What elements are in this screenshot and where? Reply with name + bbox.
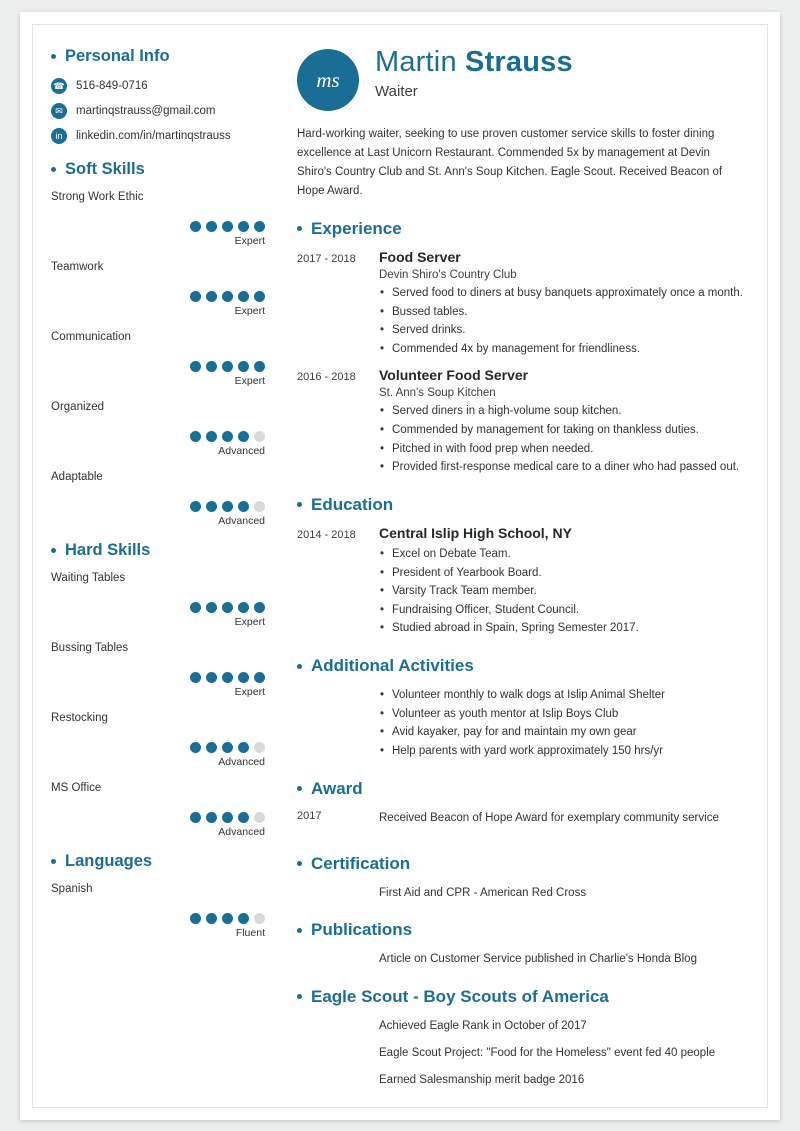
rating-dots xyxy=(190,221,265,232)
section-heading-hard-skills xyxy=(51,541,267,560)
contact-item-linkedin xyxy=(51,128,267,144)
email-icon: ✉ xyxy=(51,103,67,119)
entry-title: Volunteer Food Server xyxy=(379,367,529,384)
skill-item xyxy=(51,712,267,768)
rating-level-label: Expert xyxy=(234,235,265,247)
rating-dots xyxy=(190,501,265,512)
skill-label: Restocking xyxy=(51,712,108,724)
entry-subtitle: Devin Shiro's Country Club xyxy=(379,268,517,281)
language-item xyxy=(51,883,267,939)
main-content xyxy=(281,25,767,1107)
certification-heading-label: Certification xyxy=(311,853,411,873)
section-heading-eagle-scout xyxy=(297,987,743,1007)
skill-item xyxy=(51,471,267,527)
soft-skills-heading-label: Soft Skills xyxy=(65,160,145,178)
skill-label: Organized xyxy=(51,401,105,413)
entry-subtitle: St. Ann's Soup Kitchen xyxy=(379,387,496,400)
list-item: • Volunteer monthly to walk dogs at Islip Animal Shelter xyxy=(379,686,743,705)
languages-list xyxy=(51,883,267,939)
sidebar xyxy=(33,25,281,1107)
skill-rating xyxy=(51,431,267,457)
list-item: • Excel on Debate Team. xyxy=(379,545,743,564)
rating-level-label: Advanced xyxy=(218,515,265,527)
bullet-icon xyxy=(297,786,302,791)
skill-rating xyxy=(51,221,267,247)
skill-item xyxy=(51,401,267,457)
skill-label: MS Office xyxy=(51,782,102,794)
award-text: Received Beacon of Hope Award for exemplary community service xyxy=(379,811,719,824)
bullet-icon xyxy=(297,226,302,231)
additional-activities-heading-label: Additional Activities xyxy=(311,656,474,675)
skill-label: Bussing Tables xyxy=(51,642,129,654)
eagle-scout-line: Achieved Eagle Rank in October of 2017 xyxy=(379,1019,587,1032)
rating-level-label: Expert xyxy=(234,616,265,628)
page-title xyxy=(375,47,573,77)
entry-title: Central Islip High School, NY xyxy=(379,524,572,541)
section-heading-education xyxy=(297,495,743,515)
bullet-icon xyxy=(297,994,302,999)
contact-item-phone xyxy=(51,78,267,94)
list-item: • Pitched in with food prep when needed. xyxy=(379,440,743,459)
entry-bullet-list xyxy=(379,284,743,359)
list-item: • Served drinks. xyxy=(379,321,743,340)
bullet-icon xyxy=(51,54,56,59)
award-entry xyxy=(297,809,743,836)
list-item: • Volunteer as youth mentor at Islip Boys Club xyxy=(379,705,743,724)
skill-item xyxy=(51,261,267,317)
skill-rating xyxy=(51,361,267,387)
award-date: 2017 xyxy=(297,809,322,822)
entry-date: 2017 - 2018 xyxy=(297,252,356,265)
section-heading-personal-info xyxy=(51,47,267,66)
skill-item xyxy=(51,782,267,838)
skill-rating xyxy=(51,501,267,527)
contact-phone-text: 516-849-0716 xyxy=(76,80,148,92)
publications-text: Article on Customer Service published in Charlie's Honda Blog xyxy=(379,953,697,966)
skill-rating xyxy=(51,812,267,838)
education-entry xyxy=(297,525,743,638)
hard-skills-heading-label: Hard Skills xyxy=(65,541,151,559)
section-heading-award xyxy=(297,779,743,799)
education-heading-label: Education xyxy=(311,494,394,514)
first-name: Martin xyxy=(375,46,466,78)
rating-level-label: Fluent xyxy=(235,927,265,939)
section-heading-soft-skills xyxy=(51,160,267,179)
skill-label: Waiting Tables xyxy=(51,572,126,584)
rating-level-label: Expert xyxy=(234,375,265,387)
rating-dots xyxy=(190,291,265,302)
header-block xyxy=(297,47,743,111)
list-item: • President of Yearbook Board. xyxy=(379,564,743,583)
skill-rating xyxy=(51,602,267,628)
soft-skills-list xyxy=(51,191,267,527)
bullet-icon xyxy=(297,861,302,866)
rating-dots xyxy=(190,913,265,924)
experience-heading-label: Experience xyxy=(311,218,402,238)
last-name: Strauss xyxy=(465,46,573,78)
summary-text: Hard-working waiter, seeking to use proven customer service skills to foster dining excellence at Last Unicorn Restaurant. Commended 5x by management at Devin Shiro's Country Club and St. Ann's Soup Kitchen. Eagle Scout. Received Beacon of Hope Award. xyxy=(297,128,723,197)
eagle-scout-heading-label: Eagle Scout - Boy Scouts of America xyxy=(311,986,609,1006)
job-title: Waiter xyxy=(375,83,418,101)
entry-title: Food Server xyxy=(379,248,461,265)
list-item: • Varsity Track Team member. xyxy=(379,582,743,601)
list-item: • Served diners in a high-volume soup kitchen. xyxy=(379,402,743,421)
section-heading-certification xyxy=(297,854,743,874)
skill-item xyxy=(51,642,267,698)
entry-bullet-list xyxy=(379,545,743,638)
rating-dots xyxy=(190,431,265,442)
bullet-icon xyxy=(51,548,56,553)
resume-sheet xyxy=(32,24,768,1108)
rating-level-label: Expert xyxy=(234,305,265,317)
skill-item xyxy=(51,572,267,628)
list-item: • Studied abroad in Spain, Spring Semester 2017. xyxy=(379,619,743,638)
list-item: • Help parents with yard work approximately 150 hrs/yr xyxy=(379,742,743,761)
bullet-icon xyxy=(51,859,56,864)
entry-date: 2014 - 2018 xyxy=(297,528,356,541)
rating-level-label: Advanced xyxy=(218,445,265,457)
language-rating xyxy=(51,913,267,939)
languages-heading-label: Languages xyxy=(65,852,153,870)
contact-linkedin-text: linkedin.com/in/martinqstrauss xyxy=(76,130,231,142)
personal-info-heading-label: Personal Info xyxy=(65,47,170,65)
list-item: • Avid kayaker, pay for and maintain my own gear xyxy=(379,723,743,742)
hard-skills-list xyxy=(51,572,267,838)
skill-rating xyxy=(51,672,267,698)
certification-text: First Aid and CPR - American Red Cross xyxy=(379,886,587,899)
skill-label: Teamwork xyxy=(51,261,104,273)
bullet-icon xyxy=(51,167,56,172)
list-item: • Commended by management for taking on thankless duties. xyxy=(379,421,743,440)
phone-icon: ☎ xyxy=(51,78,67,94)
contact-email-text: martinqstrauss@gmail.com xyxy=(76,105,216,117)
rating-dots xyxy=(190,812,265,823)
contact-list xyxy=(51,78,267,144)
award-heading-label: Award xyxy=(311,778,363,798)
experience-entry xyxy=(297,367,743,477)
skill-rating xyxy=(51,742,267,768)
eagle-scout-line: Earned Salesmanship merit badge 2016 xyxy=(379,1074,585,1087)
skill-label: Communication xyxy=(51,331,131,343)
section-heading-languages xyxy=(51,852,267,871)
rating-level-label: Advanced xyxy=(218,756,265,768)
skill-label: Adaptable xyxy=(51,471,103,483)
publications-heading-label: Publications xyxy=(311,920,413,940)
section-heading-experience xyxy=(297,219,743,239)
rating-dots xyxy=(190,742,265,753)
list-item: • Bussed tables. xyxy=(379,303,743,322)
skill-item xyxy=(51,191,267,247)
list-item: • Commended 4x by management for friendliness. xyxy=(379,340,743,359)
eagle-scout-line: Eagle Scout Project: "Food for the Homeless" event fed 40 people xyxy=(379,1047,716,1060)
bullet-icon xyxy=(297,502,302,507)
linkedin-icon: in xyxy=(51,128,67,144)
bullet-icon xyxy=(297,928,302,933)
resume-page xyxy=(20,12,780,1120)
section-heading-additional-activities xyxy=(297,656,743,676)
entry-bullet-list xyxy=(379,402,743,477)
rating-dots xyxy=(190,602,265,613)
rating-level-label: Advanced xyxy=(218,826,265,838)
rating-level-label: Expert xyxy=(234,686,265,698)
rating-dots xyxy=(190,672,265,683)
language-label: Spanish xyxy=(51,883,93,895)
skill-label: Strong Work Ethic xyxy=(51,191,144,203)
list-item: • Served food to diners at busy banquets approximately once a month. xyxy=(379,284,743,303)
contact-item-email xyxy=(51,103,267,119)
rating-dots xyxy=(190,361,265,372)
entry-date: 2016 - 2018 xyxy=(297,371,356,384)
additional-activities-list xyxy=(379,686,743,761)
list-item: • Fundraising Officer, Student Council. xyxy=(379,601,743,620)
skill-item xyxy=(51,331,267,387)
experience-entry xyxy=(297,249,743,359)
section-heading-publications xyxy=(297,920,743,940)
avatar: ms xyxy=(297,49,359,111)
skill-rating xyxy=(51,291,267,317)
list-item: • Provided first-response medical care to a diner who had passed out. xyxy=(379,458,743,477)
bullet-icon xyxy=(297,664,302,669)
